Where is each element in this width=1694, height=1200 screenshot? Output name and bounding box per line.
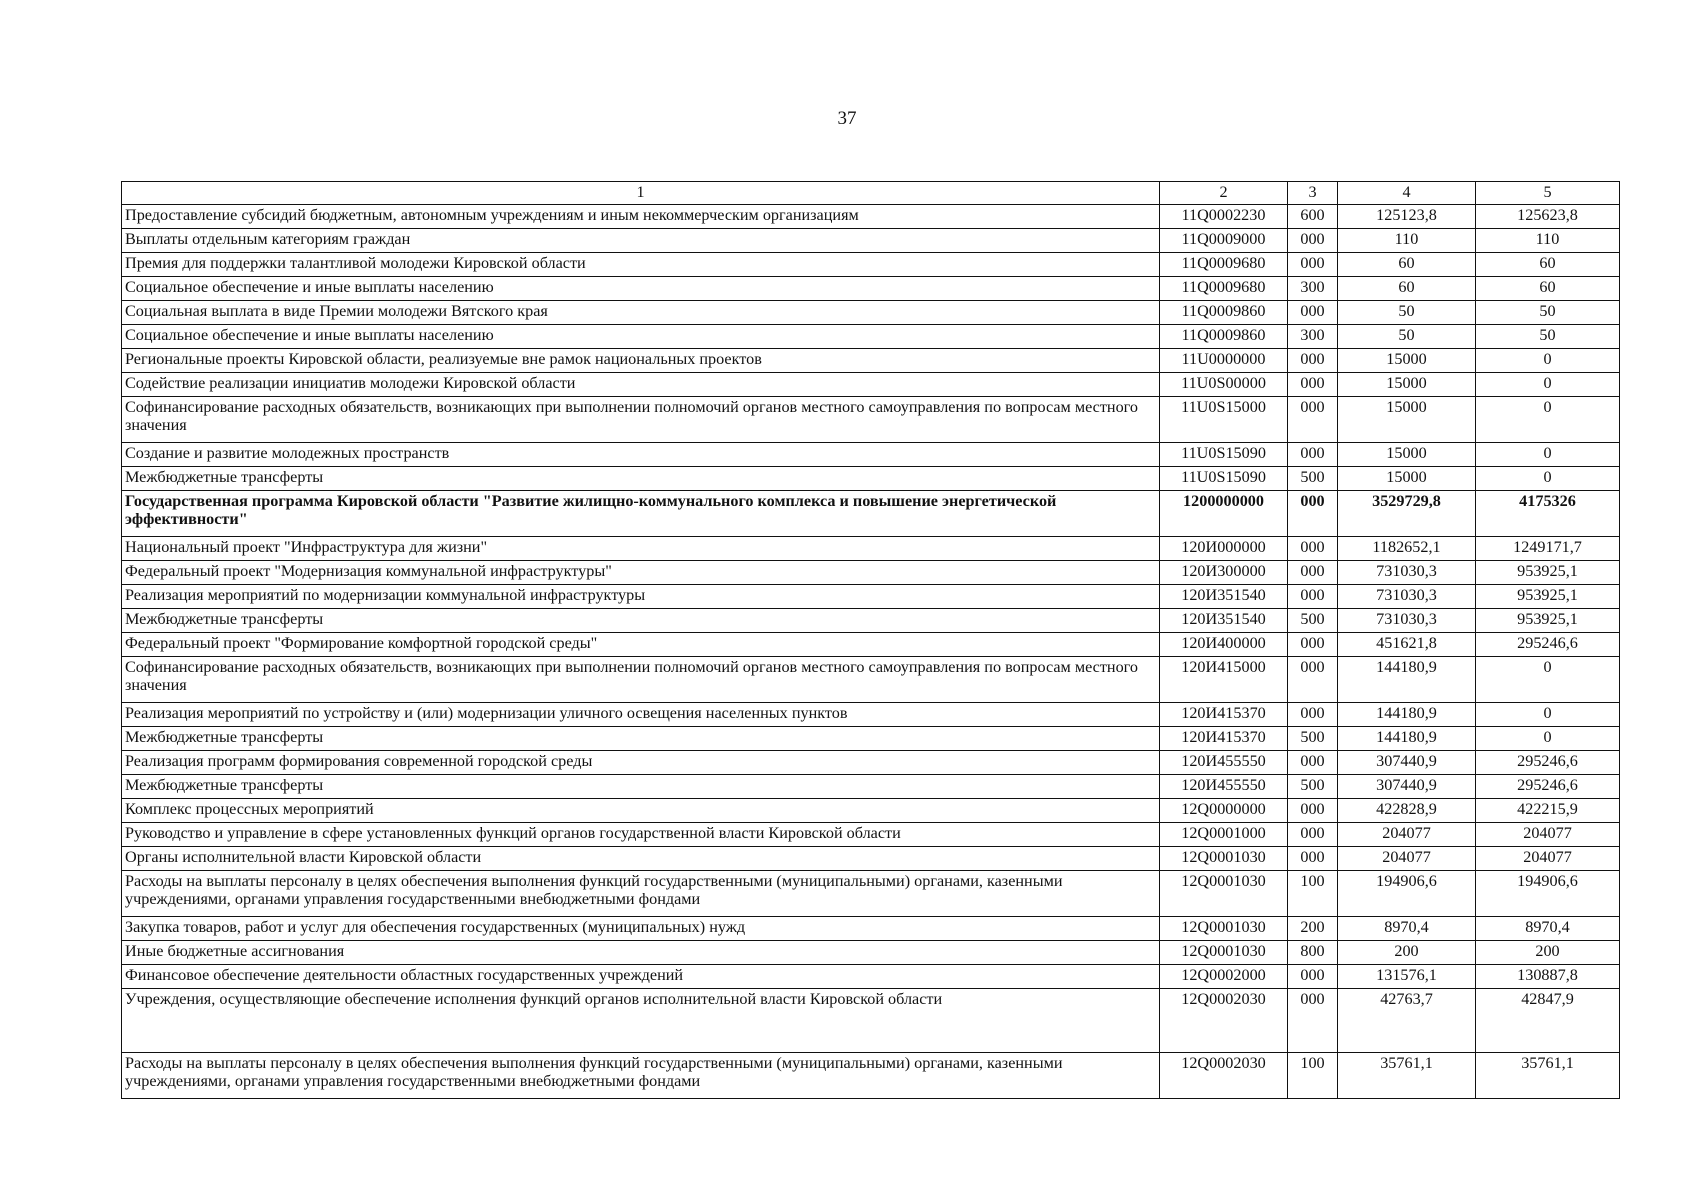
table-row	[122, 349, 1620, 373]
expense-type-cell: 000	[1288, 799, 1338, 823]
target-code-cell: 120И455550	[1160, 751, 1288, 775]
row-name-cell: Межбюджетные трансферты	[122, 775, 1160, 799]
row-name-cell: Иные бюджетные ассигнования	[122, 941, 1160, 965]
target-code-cell: 11U0000000	[1160, 349, 1288, 373]
column-header: 5	[1476, 182, 1620, 205]
target-code-cell: 11Q0002230	[1160, 205, 1288, 229]
expense-type-cell: 500	[1288, 609, 1338, 633]
amount-year2-cell: 0	[1476, 703, 1620, 727]
target-code-cell: 11Q0009860	[1160, 301, 1288, 325]
expense-type-cell: 000	[1288, 989, 1338, 1053]
amount-year2-cell: 130887,8	[1476, 965, 1620, 989]
amount-year1-cell: 731030,3	[1338, 585, 1476, 609]
expense-type-cell: 500	[1288, 775, 1338, 799]
expense-type-cell: 000	[1288, 301, 1338, 325]
target-code-cell: 120И351540	[1160, 585, 1288, 609]
table-row	[122, 397, 1620, 443]
amount-year2-cell: 110	[1476, 229, 1620, 253]
row-name-cell: Расходы на выплаты персоналу в целях обеспечения выполнения функций государственными (муниципальными) органами, казенными учреждениями, органами управления государственными внебюджетными фондами	[122, 1053, 1160, 1099]
table-row	[122, 847, 1620, 871]
amount-year2-cell: 42847,9	[1476, 989, 1620, 1053]
table-row	[122, 823, 1620, 847]
table-row	[122, 917, 1620, 941]
amount-year1-cell: 144180,9	[1338, 727, 1476, 751]
amount-year2-cell: 0	[1476, 657, 1620, 703]
amount-year2-cell: 295246,6	[1476, 775, 1620, 799]
table-row	[122, 253, 1620, 277]
target-code-cell: 11U0S00000	[1160, 373, 1288, 397]
target-code-cell: 120И400000	[1160, 633, 1288, 657]
expense-type-cell: 800	[1288, 941, 1338, 965]
expense-type-cell: 000	[1288, 633, 1338, 657]
expense-type-cell: 000	[1288, 561, 1338, 585]
amount-year1-cell: 131576,1	[1338, 965, 1476, 989]
amount-year2-cell: 204077	[1476, 847, 1620, 871]
amount-year2-cell: 295246,6	[1476, 633, 1620, 657]
expense-type-cell: 000	[1288, 443, 1338, 467]
amount-year1-cell: 144180,9	[1338, 703, 1476, 727]
row-name-cell: Реализация программ формирования современной городской среды	[122, 751, 1160, 775]
target-code-cell: 11U0S15090	[1160, 467, 1288, 491]
amount-year1-cell: 60	[1338, 253, 1476, 277]
row-name-cell: Расходы на выплаты персоналу в целях обеспечения выполнения функций государственными (муниципальными) органами, казенными учреждениями, органами управления государственными внебюджетными фондами	[122, 871, 1160, 917]
target-code-cell: 120И415000	[1160, 657, 1288, 703]
table-row	[122, 965, 1620, 989]
table-row	[122, 537, 1620, 561]
row-name-cell: Предоставление субсидий бюджетным, автономным учреждениям и иным некоммерческим организациям	[122, 205, 1160, 229]
target-code-cell: 12Q0001030	[1160, 847, 1288, 871]
amount-year1-cell: 3529729,8	[1338, 491, 1476, 537]
expense-type-cell: 000	[1288, 537, 1338, 561]
column-header: 3	[1288, 182, 1338, 205]
expense-type-cell: 100	[1288, 871, 1338, 917]
row-name-cell: Выплаты отдельным категориям граждан	[122, 229, 1160, 253]
row-name-cell: Региональные проекты Кировской области, реализуемые вне рамок национальных проектов	[122, 349, 1160, 373]
row-name-cell: Органы исполнительной власти Кировской области	[122, 847, 1160, 871]
column-header: 4	[1338, 182, 1476, 205]
expense-type-cell: 000	[1288, 585, 1338, 609]
table-row	[122, 443, 1620, 467]
amount-year1-cell: 60	[1338, 277, 1476, 301]
row-name-cell: Реализация мероприятий по модернизации коммунальной инфраструктуры	[122, 585, 1160, 609]
amount-year1-cell: 422828,9	[1338, 799, 1476, 823]
column-header: 2	[1160, 182, 1288, 205]
table-row	[122, 325, 1620, 349]
table-row	[122, 941, 1620, 965]
expense-type-cell: 000	[1288, 491, 1338, 537]
row-name-cell: Межбюджетные трансферты	[122, 467, 1160, 491]
amount-year1-cell: 15000	[1338, 443, 1476, 467]
amount-year2-cell: 200	[1476, 941, 1620, 965]
target-code-cell: 1200000000	[1160, 491, 1288, 537]
amount-year2-cell: 0	[1476, 443, 1620, 467]
target-code-cell: 120И351540	[1160, 609, 1288, 633]
table-row	[122, 871, 1620, 917]
target-code-cell: 120И300000	[1160, 561, 1288, 585]
expense-type-cell: 000	[1288, 823, 1338, 847]
expense-type-cell: 100	[1288, 1053, 1338, 1099]
table-row	[122, 989, 1620, 1053]
target-code-cell: 11Q0009680	[1160, 253, 1288, 277]
amount-year2-cell: 204077	[1476, 823, 1620, 847]
row-name-cell: Социальное обеспечение и иные выплаты населению	[122, 277, 1160, 301]
table-row	[122, 585, 1620, 609]
row-name-cell: Федеральный проект "Модернизация коммунальной инфраструктуры"	[122, 561, 1160, 585]
table-row	[122, 301, 1620, 325]
amount-year1-cell: 15000	[1338, 397, 1476, 443]
amount-year2-cell: 125623,8	[1476, 205, 1620, 229]
amount-year1-cell: 204077	[1338, 823, 1476, 847]
expense-type-cell: 000	[1288, 751, 1338, 775]
budget-table	[121, 181, 1620, 1099]
row-name-cell: Софинансирование расходных обязательств, возникающих при выполнении полномочий органов местного самоуправления по вопросам местного значения	[122, 397, 1160, 443]
row-name-cell: Социальная выплата в виде Премии молодежи Вятского края	[122, 301, 1160, 325]
row-name-cell: Реализация мероприятий по устройству и (или) модернизации уличного освещения населенных пунктов	[122, 703, 1160, 727]
amount-year2-cell: 0	[1476, 727, 1620, 751]
amount-year2-cell: 1249171,7	[1476, 537, 1620, 561]
row-name-cell: Создание и развитие молодежных пространств	[122, 443, 1160, 467]
table-row	[122, 373, 1620, 397]
amount-year2-cell: 60	[1476, 277, 1620, 301]
expense-type-cell: 000	[1288, 965, 1338, 989]
row-name-cell: Государственная программа Кировской области "Развитие жилищно-коммунального комплекса и повышение энергетической эффективности"	[122, 491, 1160, 537]
target-code-cell: 11Q0009000	[1160, 229, 1288, 253]
table-row	[122, 633, 1620, 657]
target-code-cell: 12Q0002030	[1160, 1053, 1288, 1099]
row-name-cell: Социальное обеспечение и иные выплаты населению	[122, 325, 1160, 349]
amount-year1-cell: 194906,6	[1338, 871, 1476, 917]
amount-year1-cell: 144180,9	[1338, 657, 1476, 703]
expense-type-cell: 000	[1288, 397, 1338, 443]
column-header: 1	[122, 182, 1160, 205]
amount-year1-cell: 15000	[1338, 467, 1476, 491]
amount-year1-cell: 42763,7	[1338, 989, 1476, 1053]
row-name-cell: Премия для поддержки талантливой молодежи Кировской области	[122, 253, 1160, 277]
row-name-cell: Учреждения, осуществляющие обеспечение исполнения функций органов исполнительной власти Кировской области	[122, 989, 1160, 1053]
expense-type-cell: 600	[1288, 205, 1338, 229]
row-name-cell: Софинансирование расходных обязательств, возникающих при выполнении полномочий органов местного самоуправления по вопросам местного значения	[122, 657, 1160, 703]
expense-type-cell: 000	[1288, 253, 1338, 277]
row-name-cell: Федеральный проект "Формирование комфортной городской среды"	[122, 633, 1160, 657]
target-code-cell: 12Q0001030	[1160, 941, 1288, 965]
amount-year2-cell: 50	[1476, 301, 1620, 325]
amount-year1-cell: 50	[1338, 301, 1476, 325]
amount-year1-cell: 307440,9	[1338, 751, 1476, 775]
expense-type-cell: 000	[1288, 657, 1338, 703]
amount-year2-cell: 953925,1	[1476, 561, 1620, 585]
expense-type-cell: 000	[1288, 229, 1338, 253]
target-code-cell: 11U0S15090	[1160, 443, 1288, 467]
amount-year2-cell: 8970,4	[1476, 917, 1620, 941]
amount-year1-cell: 15000	[1338, 373, 1476, 397]
row-name-cell: Содействие реализации инициатив молодежи Кировской области	[122, 373, 1160, 397]
table-row	[122, 775, 1620, 799]
table-row	[122, 205, 1620, 229]
column-header-row	[122, 182, 1620, 205]
target-code-cell: 12Q0000000	[1160, 799, 1288, 823]
target-code-cell: 11Q0009860	[1160, 325, 1288, 349]
amount-year1-cell: 1182652,1	[1338, 537, 1476, 561]
table-row	[122, 561, 1620, 585]
amount-year2-cell: 0	[1476, 397, 1620, 443]
expense-type-cell: 300	[1288, 325, 1338, 349]
amount-year1-cell: 200	[1338, 941, 1476, 965]
amount-year2-cell: 35761,1	[1476, 1053, 1620, 1099]
target-code-cell: 12Q0001030	[1160, 871, 1288, 917]
expense-type-cell: 000	[1288, 847, 1338, 871]
amount-year2-cell: 0	[1476, 373, 1620, 397]
expense-type-cell: 300	[1288, 277, 1338, 301]
table-row	[122, 1053, 1620, 1099]
amount-year1-cell: 451621,8	[1338, 633, 1476, 657]
amount-year1-cell: 35761,1	[1338, 1053, 1476, 1099]
target-code-cell: 12Q0001000	[1160, 823, 1288, 847]
target-code-cell: 11U0S15000	[1160, 397, 1288, 443]
amount-year2-cell: 50	[1476, 325, 1620, 349]
target-code-cell: 12Q0002000	[1160, 965, 1288, 989]
table-row	[122, 751, 1620, 775]
page-number: 37	[837, 108, 857, 129]
target-code-cell: 12Q0001030	[1160, 917, 1288, 941]
table-row	[122, 799, 1620, 823]
row-name-cell: Руководство и управление в сфере установленных функций органов государственной власти Кировской области	[122, 823, 1160, 847]
target-code-cell: 11Q0009680	[1160, 277, 1288, 301]
amount-year1-cell: 125123,8	[1338, 205, 1476, 229]
table-row	[122, 657, 1620, 703]
amount-year1-cell: 110	[1338, 229, 1476, 253]
amount-year2-cell: 4175326	[1476, 491, 1620, 537]
amount-year1-cell: 731030,3	[1338, 561, 1476, 585]
table-row	[122, 277, 1620, 301]
expense-type-cell: 000	[1288, 373, 1338, 397]
target-code-cell: 12Q0002030	[1160, 989, 1288, 1053]
target-code-cell: 120И455550	[1160, 775, 1288, 799]
expense-type-cell: 500	[1288, 467, 1338, 491]
expense-type-cell: 500	[1288, 727, 1338, 751]
amount-year2-cell: 194906,6	[1476, 871, 1620, 917]
expense-type-cell: 000	[1288, 349, 1338, 373]
target-code-cell: 120И415370	[1160, 727, 1288, 751]
row-name-cell: Межбюджетные трансферты	[122, 727, 1160, 751]
amount-year2-cell: 60	[1476, 253, 1620, 277]
amount-year1-cell: 15000	[1338, 349, 1476, 373]
row-name-cell: Закупка товаров, работ и услуг для обеспечения государственных (муниципальных) нужд	[122, 917, 1160, 941]
table-row	[122, 229, 1620, 253]
amount-year1-cell: 50	[1338, 325, 1476, 349]
amount-year1-cell: 204077	[1338, 847, 1476, 871]
amount-year1-cell: 731030,3	[1338, 609, 1476, 633]
amount-year1-cell: 307440,9	[1338, 775, 1476, 799]
expense-type-cell: 000	[1288, 703, 1338, 727]
table-row	[122, 703, 1620, 727]
amount-year2-cell: 295246,6	[1476, 751, 1620, 775]
row-name-cell: Финансовое обеспечение деятельности областных государственных учреждений	[122, 965, 1160, 989]
amount-year1-cell: 8970,4	[1338, 917, 1476, 941]
amount-year2-cell: 422215,9	[1476, 799, 1620, 823]
row-name-cell: Межбюджетные трансферты	[122, 609, 1160, 633]
target-code-cell: 120И000000	[1160, 537, 1288, 561]
table-row	[122, 467, 1620, 491]
row-name-cell: Национальный проект "Инфраструктура для жизни"	[122, 537, 1160, 561]
row-name-cell: Комплекс процессных мероприятий	[122, 799, 1160, 823]
amount-year2-cell: 953925,1	[1476, 609, 1620, 633]
table-row	[122, 727, 1620, 751]
expense-type-cell: 200	[1288, 917, 1338, 941]
table-row	[122, 491, 1620, 537]
amount-year2-cell: 0	[1476, 467, 1620, 491]
table-row	[122, 609, 1620, 633]
amount-year2-cell: 0	[1476, 349, 1620, 373]
target-code-cell: 120И415370	[1160, 703, 1288, 727]
amount-year2-cell: 953925,1	[1476, 585, 1620, 609]
